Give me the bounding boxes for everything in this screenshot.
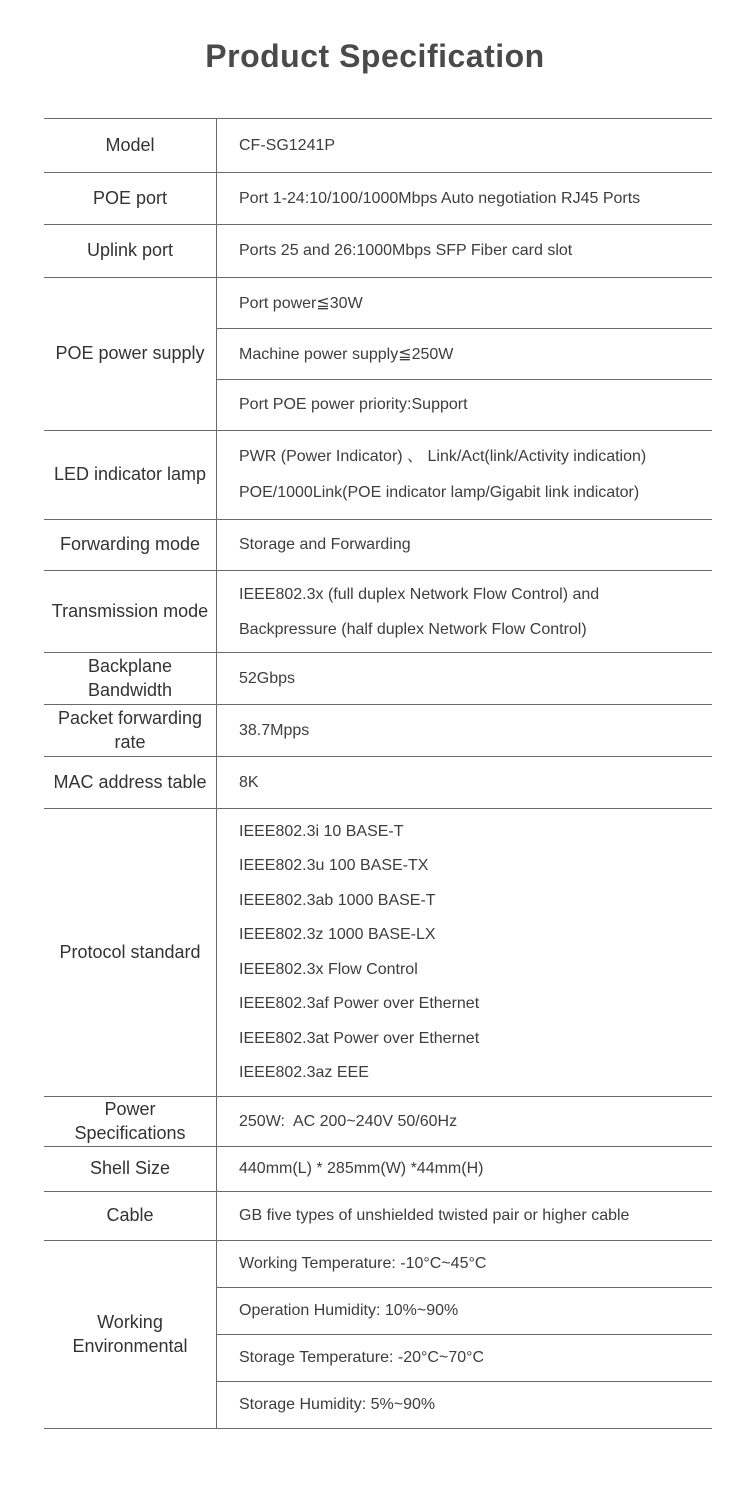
row-label-uplink-port: Uplink port bbox=[44, 225, 217, 277]
subrow-storage-humidity: Storage Humidity: 5%~90% bbox=[239, 1396, 436, 1413]
row-label-working-environmental: Working Environmental bbox=[44, 1241, 217, 1428]
row-label-forwarding-mode: Forwarding mode bbox=[44, 520, 217, 570]
row-value-forwarding-mode: Storage and Forwarding bbox=[239, 536, 411, 553]
row-value-mac-address-table: 8K bbox=[239, 773, 259, 791]
table-row-forwarding-mode bbox=[44, 520, 712, 571]
protocol-line-8: IEEE802.3az EEE bbox=[239, 1064, 369, 1081]
row-label-packet-forwarding-rate: Packet forwarding rate bbox=[44, 705, 217, 756]
row-label-led-indicator: LED indicator lamp bbox=[44, 431, 217, 519]
row-value-power-specifications: 250W: AC 200~240V 50/60Hz bbox=[239, 1112, 458, 1130]
table-row-poe-power-supply bbox=[44, 278, 712, 431]
protocol-line-4: IEEE802.3z 1000 BASE-LX bbox=[239, 926, 436, 943]
led-line-2: POE/1000Link(POE indicator lamp/Gigabit link indicator) bbox=[239, 484, 640, 501]
row-value-poe-power-supply bbox=[217, 278, 712, 430]
page-title: Product Specification bbox=[205, 38, 545, 74]
row-label-backplane-bandwidth: Backplane Bandwidth bbox=[44, 653, 217, 704]
protocol-line-3: IEEE802.3ab 1000 BASE-T bbox=[239, 891, 436, 909]
spec-table bbox=[44, 118, 712, 1429]
row-label-power-specifications: Power Specifications bbox=[44, 1097, 217, 1146]
table-row-power-specifications bbox=[44, 1097, 712, 1147]
subrow-storage-temperature: Storage Temperature: -20°C~70°C bbox=[217, 1335, 712, 1382]
led-line-1: PWR (Power Indicator) 、 Link/Act(link/Activity indication) bbox=[239, 448, 647, 465]
row-value-poe-port: Port 1-24:10/100/1000Mbps Auto negotiation RJ45 Ports bbox=[239, 189, 641, 207]
protocol-line-5: IEEE802.3x Flow Control bbox=[239, 960, 418, 978]
row-value-uplink-port: Ports 25 and 26:1000Mbps SFP Fiber card slot bbox=[239, 242, 573, 259]
row-label-cable: Cable bbox=[44, 1192, 217, 1240]
table-row-shell-size bbox=[44, 1147, 712, 1192]
row-label-transmission-mode: Transmission mode bbox=[44, 571, 217, 652]
table-row-uplink-port bbox=[44, 225, 712, 278]
transmission-line-2: Backpressure (half duplex Network Flow Control) bbox=[239, 620, 587, 638]
table-row-led-indicator bbox=[44, 431, 712, 520]
table-row-model bbox=[44, 119, 712, 173]
row-label-poe-port: POE port bbox=[44, 173, 217, 224]
row-value-protocol-standard bbox=[217, 809, 712, 1096]
table-row-packet-forwarding-rate bbox=[44, 705, 712, 757]
table-row-poe-port bbox=[44, 173, 712, 225]
row-label-model: Model bbox=[44, 119, 217, 172]
table-row-transmission-mode bbox=[44, 571, 712, 653]
table-row-working-environmental bbox=[44, 1241, 712, 1429]
row-value-working-environmental bbox=[217, 1241, 712, 1428]
subrow-working-temperature: Working Temperature: -10°C~45°C bbox=[217, 1241, 712, 1288]
protocol-line-1: IEEE802.3i 10 BASE-T bbox=[239, 822, 404, 840]
row-value-cable: GB five types of unshielded twisted pair or higher cable bbox=[239, 1207, 630, 1224]
row-value-transmission-mode bbox=[217, 571, 712, 652]
subrow-machine-power: Machine power supply≦250W bbox=[217, 329, 712, 380]
subrow-port-power: Port power≦30W bbox=[217, 278, 712, 329]
transmission-line-1: IEEE802.3x (full duplex Network Flow Control) and bbox=[239, 585, 600, 603]
row-label-protocol-standard: Protocol standard bbox=[44, 809, 217, 1096]
row-label-mac-address-table: MAC address table bbox=[44, 757, 217, 808]
protocol-line-2: IEEE802.3u 100 BASE-TX bbox=[239, 857, 429, 874]
subrow-poe-priority: Port POE power priority:Support bbox=[239, 396, 468, 413]
row-value-led-indicator bbox=[217, 431, 712, 519]
subrow-operation-humidity: Operation Humidity: 10%~90% bbox=[217, 1288, 712, 1335]
row-value-packet-forwarding-rate: 38.7Mpps bbox=[239, 721, 310, 739]
row-label-shell-size: Shell Size bbox=[44, 1147, 217, 1191]
table-row-cable bbox=[44, 1192, 712, 1241]
table-row-mac-address-table bbox=[44, 757, 712, 809]
row-value-shell-size: 440mm(L) * 285mm(W) *44mm(H) bbox=[239, 1160, 484, 1177]
row-label-poe-power-supply: POE power supply bbox=[44, 278, 217, 430]
table-row-backplane-bandwidth bbox=[44, 653, 712, 705]
row-value-backplane-bandwidth: 52Gbps bbox=[239, 669, 296, 687]
protocol-line-7: IEEE802.3at Power over Ethernet bbox=[239, 1029, 480, 1047]
protocol-line-6: IEEE802.3af Power over Ethernet bbox=[239, 995, 480, 1012]
row-value-model: CF-SG1241P bbox=[239, 136, 336, 154]
table-row-protocol-standard bbox=[44, 809, 712, 1097]
